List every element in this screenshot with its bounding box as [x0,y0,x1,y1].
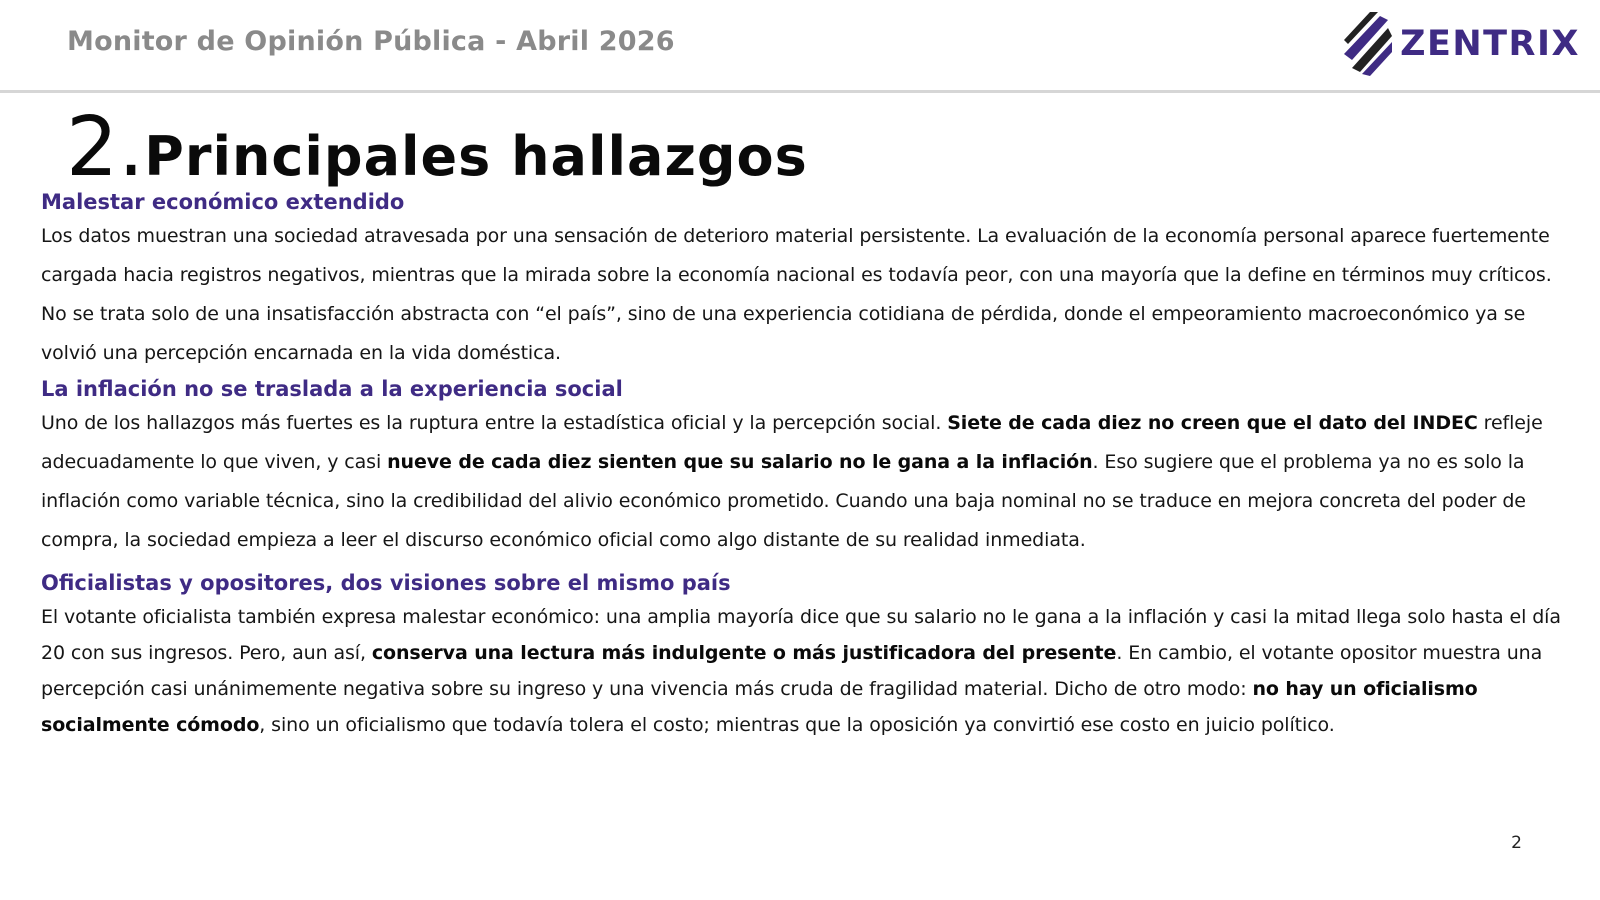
highlight-run: no hay un oficialismo socialmente cómodo [41,678,1478,736]
highlight-run: nueve de cada diez sienten que su salario no le gana a la inflación [387,451,1093,473]
text-run: Los datos muestran una sociedad atravesada por una sensación de deterioro material persistente. La evaluación de la economía personal aparece fuertemente cargada hacia registros negativos, mientras que la mirada sobre la economía nacional es todavía peor, con una mayoría que la define en términos muy críticos. No se trata solo de una insatisfacción abstracta con “el país”, sino de una experiencia cotidiana de pérdida, donde el empeoramiento macroeconómico ya se volvió una percepción encarnada en la vida doméstica. [41,225,1552,364]
highlight-run: Siete de cada diez no creen que el dato del INDEC [947,412,1478,434]
text-run: . En cambio, el votante opositor muestra una percepción casi unánimemente negativa sobre su ingreso y una vivencia más cruda de fragilidad material. Dicho de otro modo: [41,642,1543,700]
finding-block-economic-malaise [41,188,1576,373]
report-title: Monitor de Opinión Pública - Abril 2026 [67,26,675,57]
findings-content [41,188,1576,743]
page-header [0,0,1600,93]
section-title: Principales hallazgos [144,125,808,188]
finding-paragraph [41,404,1576,560]
finding-block-two-visions [41,568,1576,743]
text-run: , sino un oficialismo que todavía tolera el costo; mientras que la oposición ya convirtió ese costo en juicio político. [259,714,1335,736]
text-run: Uno de los hallazgos más fuertes es la ruptura entre la estadística oficial y la percepción social. [41,412,948,434]
highlight-run: conserva una lectura más indulgente o más justificadora del presente [371,642,1117,664]
finding-paragraph [41,599,1576,743]
page-number: 2 [1511,833,1522,853]
finding-heading: Malestar económico extendido [41,190,405,214]
text-run: refleje adecuadamente lo que viven, y casi [41,412,1543,473]
text-run: El votante oficialista también expresa malestar económico: una amplia mayoría dice que su salario no le gana a la inflación y casi la mitad llega solo hasta el día 20 con sus ingresos. Pero, aun así, [41,606,1561,664]
finding-paragraph [41,217,1576,373]
brand-name: ZENTRIX [1400,24,1580,64]
finding-heading: Oficialistas y opositores, dos visiones sobre el mismo país [41,571,731,595]
zentrix-stripes-logo-icon [1340,10,1392,78]
brand-logo [1340,10,1580,78]
finding-heading: La inflación no se traslada a la experiencia social [41,377,623,401]
section-heading [66,100,808,195]
section-number: 2. [66,100,145,195]
finding-block-inflation [41,375,1576,560]
text-run: . Eso sugiere que el problema ya no es solo la inflación como variable técnica, sino la credibilidad del alivio económico prometido. Cuando una baja nominal no se traduce en mejora concreta del poder de compra, la sociedad empieza a leer el discurso económico oficial como algo distante de su realidad inmediata. [41,451,1526,551]
